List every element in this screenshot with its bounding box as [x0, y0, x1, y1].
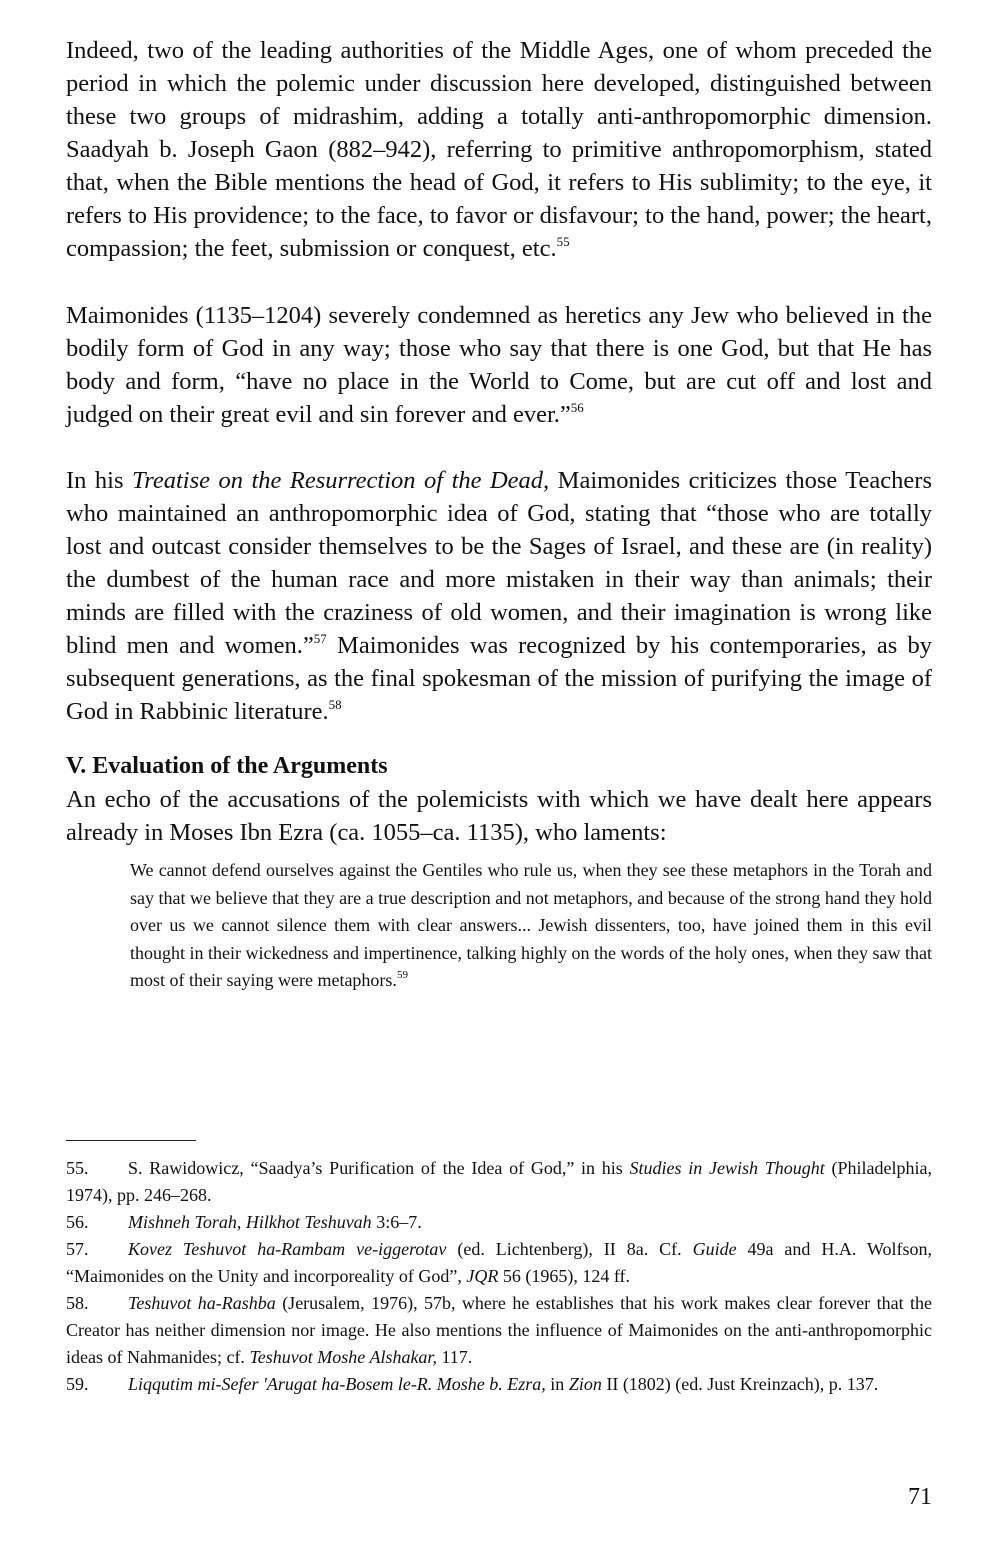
section-heading: V. Evaluation of the Arguments — [66, 753, 388, 779]
treatise-title: Treatise on the Resurrection of the Dead, — [131, 467, 550, 494]
page-body — [66, 34, 932, 995]
footnote-ref-59: 59 — [396, 969, 408, 981]
footnote-ref-57: 57 — [313, 631, 327, 646]
footnote-56: 56. Mishneh Torah, Hilkhot Teshuvah 3:6–7. — [66, 1212, 422, 1232]
footnote-59: 59. Liqqutim mi-Sefer 'Arugat ha-Bosem le-R. Moshe b. Ezra, in Zion II (1802) (ed. Just Kreinzach), p. 137. — [66, 1374, 879, 1394]
block-quote: We cannot defend ourselves against the Gentiles who rule us, when they see these metaphors in the Torah and say that we believe that they are a true description and not metaphors, and because of the strong hand they hold over us we cannot silence them with clear answers... Jewish dissenters, too, have joined them in this evil thought in their wickedness and impertinence, talking highly on the words of the holy ones, when they saw that most of their saying were metaphors.$^{59}$ — [130, 860, 932, 990]
paragraph-treatise: In his Treatise on the Resurrection of the Dead, Maimonides criticizes those Teachers who maintained an anthropomorphic idea of God, stating that “those who are totally lost and outcast consider themselves to be the Sages of Israel, and these are (in reality) the dumbest of the human race and more mistaken in their way than animals; their minds are filled with the craziness of old women, and their imagination is wrong like blind men and women.”$^{57}$ Maimonides was recognized by his contemporaries, as by subsequent generations, as the final spokesman of the mission of purifying the image of God in Rabbinic literature.$^{58}$ — [66, 467, 932, 725]
section-intro: An echo of the accusations of the polemicists with which we have dealt here appears already in Moses Ibn Ezra (ca. 1055–ca. 1135), who laments: — [66, 786, 932, 846]
footnote-ref-56: 56 — [570, 400, 584, 415]
footnote-separator — [66, 1140, 196, 1141]
footnote-58: 58. Teshuvot ha-Rashba (Jerusalem, 1976), 57b, where he establishes that his work makes clear forever that the Creator has neither dimension nor image. He also mentions the influence of Maimonides on the anti-anthropomorphic ideas of Nahmanides; cf. Teshuvot Moshe Alshakar, 117. — [66, 1293, 932, 1367]
footnote-ref-58: 58 — [328, 697, 342, 712]
footnote-ref-55: 55 — [556, 234, 570, 249]
paragraph-maimonides: Maimonides (1135–1204) severely condemned as heretics any Jew who believed in the bodily form of God in any way; those who say that there is one God, but that He has body and form, “have no place in the World to Come, but are cut off and lost and judged on their great evil and sin forever and ever.”$^{56}$ — [66, 302, 932, 428]
footnote-55: 55. S. Rawidowicz, “Saadya’s Purification of the Idea of God,” in his Studies in Jewish Thought (Philadelphia, 1974), pp. 246–268. — [66, 1158, 932, 1205]
footnote-57: 57. Kovez Teshuvot ha-Rambam ve-iggerotav (ed. Lichtenberg), II 8a. Cf. Guide 49a and H.A. Wolfson, “Maimonides on the Unity and incorporeality of God”, JQR 56 (1965), 124 ff. — [66, 1239, 932, 1286]
paragraph-saadyah: Indeed, two of the leading authorities of the Middle Ages, one of whom preceded the period in which the polemic under discussion here developed, distinguished between these two groups of midrashim, adding a totally anti-anthropomorphic dimension. Saadyah b. Joseph Gaon (882–942), referring to primitive anthropomorphism, stated that, when the Bible mentions the head of God, it refers to His sublimity; to the eye, it refers to His providence; to the face, to favor or disfavour; to the hand, power; the heart, compassion; the feet, submission or conquest, etc.$^{55}$ — [66, 37, 932, 262]
footnotes — [66, 1155, 932, 1398]
page-number: 71 — [908, 1484, 932, 1510]
